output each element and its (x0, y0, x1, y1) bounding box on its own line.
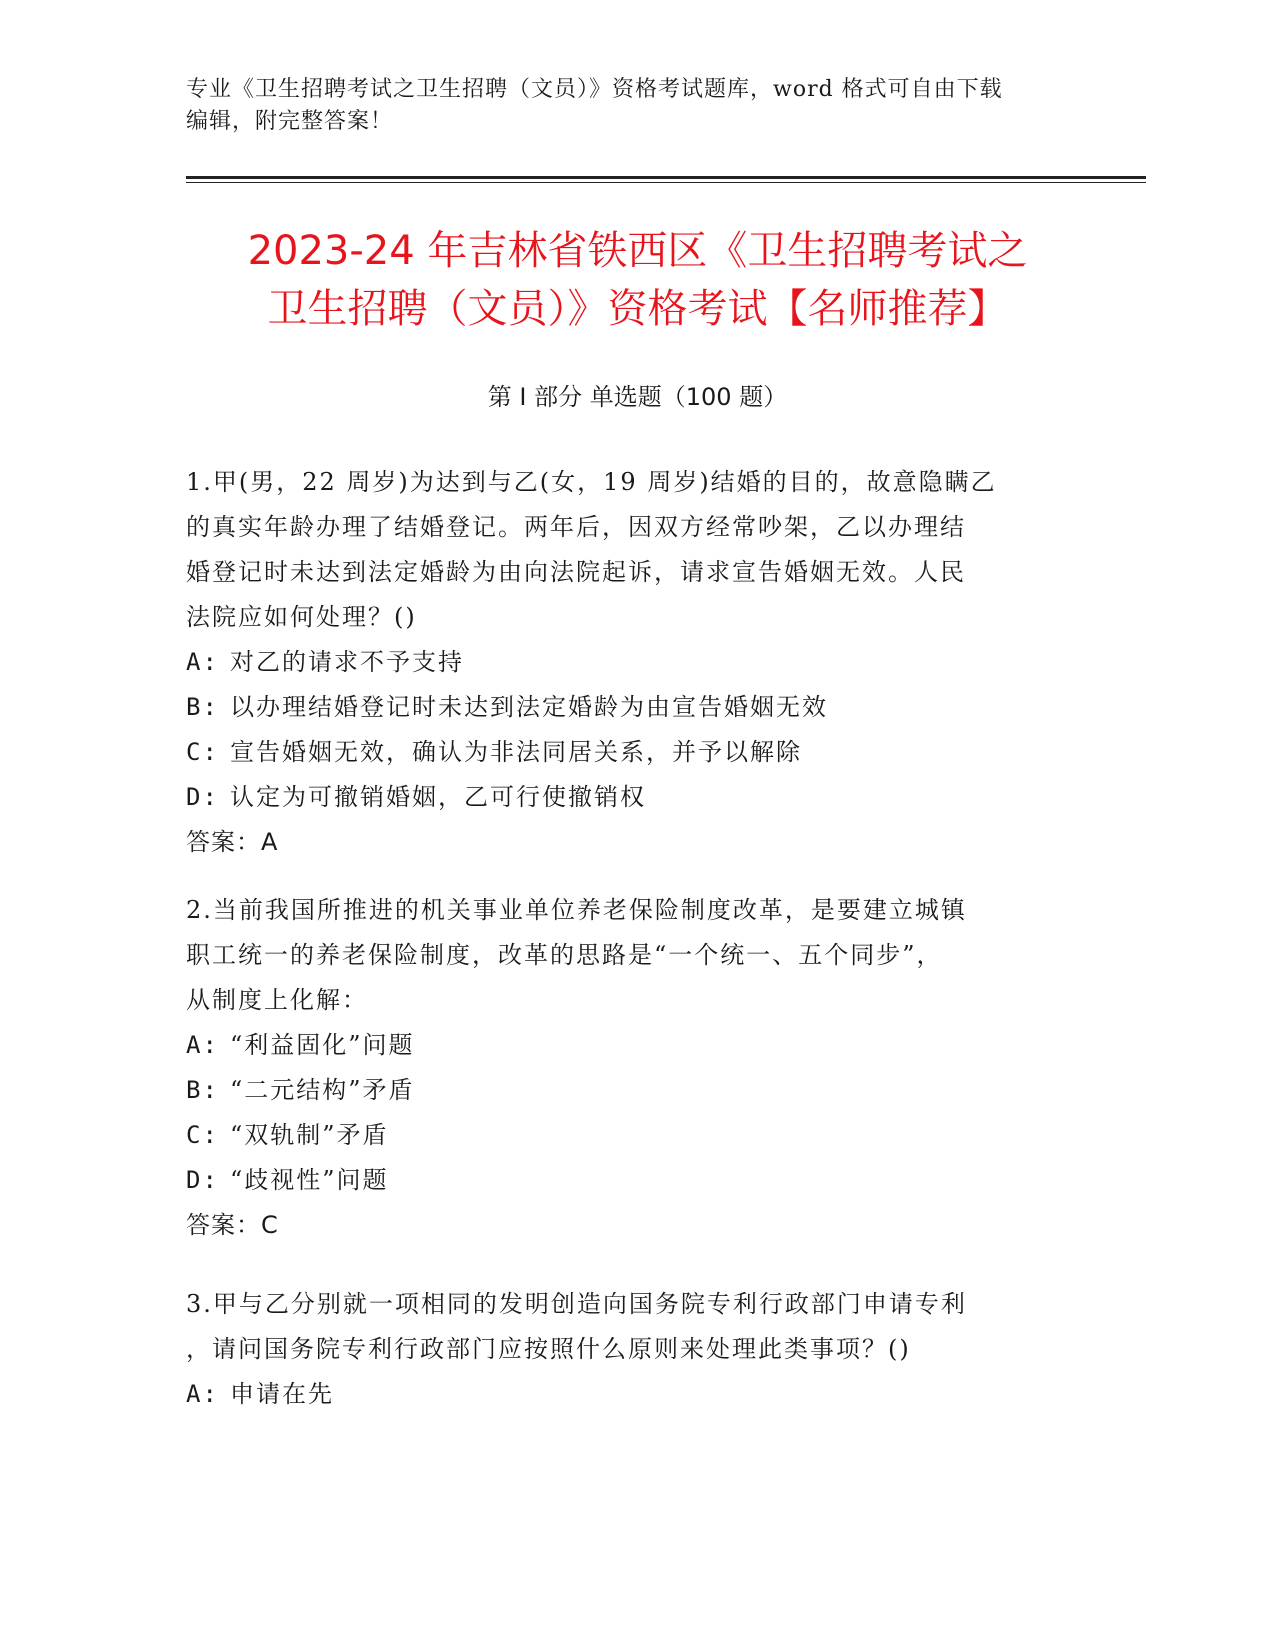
option-text: 以办理结婚登记时未达到法定婚龄为由宣告婚姻无效 (230, 693, 828, 721)
question-1-option-b (186, 685, 1086, 730)
option-letter: C: (186, 1121, 219, 1149)
option-text: “双轨制”矛盾 (230, 1121, 389, 1149)
question-2-option-c (186, 1113, 1086, 1158)
header-note (186, 74, 1066, 138)
question-2-option-a (186, 1023, 1086, 1068)
question-1-line-3: 婚登记时未达到法定婚龄为由向法院起诉，请求宣告婚姻无效。人民 (186, 558, 966, 586)
option-letter: A: (186, 648, 219, 676)
question-2-line-2: 职工统一的养老保险制度，改革的思路是“一个统一、五个同步”， (186, 941, 943, 969)
question-2-line-3: 从制度上化解： (186, 986, 368, 1014)
question-3-line-2: ，请问国务院专利行政部门应按照什么原则来处理此类事项？() (186, 1335, 911, 1363)
header-divider-thick (186, 176, 1146, 179)
question-1-option-a (186, 640, 1086, 685)
question-1 (186, 460, 1086, 865)
question-2-line-1: 2.当前我国所推进的机关事业单位养老保险制度改革，是要建立城镇 (186, 896, 967, 924)
title-line-2: 卫生招聘（文员）》资格考试【名师推荐】 (267, 286, 1008, 332)
option-letter: D: (186, 1166, 219, 1194)
title-line-1: 2023-24 年吉林省铁西区《卫生招聘考试之 (247, 228, 1028, 274)
option-letter: B: (186, 693, 219, 721)
question-2-answer: 答案：C (186, 1211, 279, 1239)
option-letter: D: (186, 783, 219, 811)
header-note-line-2: 编辑，附完整答案！ (186, 109, 394, 134)
question-1-answer: 答案：A (186, 828, 279, 856)
header-note-line-1: 专业《卫生招聘考试之卫生招聘（文员）》资格考试题库，word 格式可自由下载 (186, 77, 1003, 102)
option-letter: B: (186, 1076, 219, 1104)
question-1-line-1: 1.甲(男，22 周岁)为达到与乙(女，19 周岁)结婚的目的，故意隐瞒乙 (186, 468, 997, 496)
option-text: “歧视性”问题 (230, 1166, 389, 1194)
option-text: 申请在先 (230, 1380, 334, 1408)
question-1-option-c (186, 730, 1086, 775)
question-2-option-d (186, 1158, 1086, 1203)
header-divider-thin (186, 182, 1146, 183)
document-title (150, 222, 1125, 338)
question-1-line-4: 法院应如何处理？() (186, 603, 417, 631)
option-text: “利益固化”问题 (230, 1031, 415, 1059)
option-text: 认定为可撤销婚姻，乙可行使撤销权 (230, 783, 646, 811)
option-text: “二元结构”矛盾 (230, 1076, 415, 1104)
question-2 (186, 888, 1086, 1248)
question-2-option-b (186, 1068, 1086, 1113)
option-letter: A: (186, 1031, 219, 1059)
question-3 (186, 1282, 1086, 1417)
question-1-option-d (186, 775, 1086, 820)
question-3-line-1: 3.甲与乙分别就一项相同的发明创造向国务院专利行政部门申请专利 (186, 1290, 967, 1318)
question-1-line-2: 的真实年龄办理了结婚登记。两年后，因双方经常吵架，乙以办理结 (186, 513, 966, 541)
question-3-option-a (186, 1372, 1086, 1417)
option-text: 宣告婚姻无效，确认为非法同居关系，并予以解除 (230, 738, 802, 766)
option-letter: C: (186, 738, 219, 766)
section-heading: 第 I 部分 单选题（100 题） (487, 383, 788, 411)
option-letter: A: (186, 1380, 219, 1408)
option-text: 对乙的请求不予支持 (230, 648, 464, 676)
